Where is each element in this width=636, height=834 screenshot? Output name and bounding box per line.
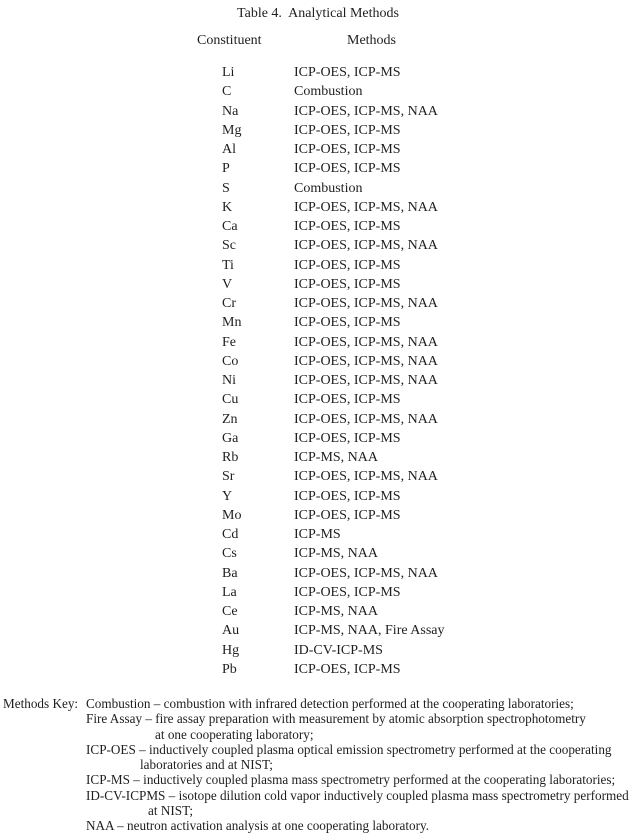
table-row	[222, 236, 622, 255]
table-title: Table 4. Analytical Methods	[237, 6, 399, 21]
constituent-cell: Sr	[222, 469, 235, 485]
table-row	[222, 313, 622, 332]
methods-cell: ICP-OES, ICP-MS	[294, 315, 401, 331]
methods-key-entry	[86, 696, 633, 711]
methods-key-line: Fire Assay – fire assay preparation with measurement by atomic absorption spectrophotometry	[86, 711, 586, 727]
constituent-cell: Ce	[222, 604, 238, 619]
constituent-cell: Rb	[222, 450, 239, 465]
table-row	[222, 641, 622, 660]
constituent-cell: La	[222, 584, 237, 600]
methods-cell: ICP-OES, ICP-MS, NAA	[294, 353, 438, 369]
methods-key-line: Combustion – combustion with infrared detection performed at the cooperating laboratories;	[86, 696, 574, 711]
methods-cell: ICP-OES, ICP-MS, NAA	[294, 565, 438, 581]
table-row	[222, 390, 622, 409]
constituent-cell: V	[222, 276, 233, 292]
methods-cell: ICP-MS, NAA	[294, 604, 379, 619]
methods-key-continuation-line: at NIST;	[148, 803, 194, 819]
constituent-cell: Fe	[222, 334, 236, 350]
methods-cell: ICP-OES, ICP-MS, NAA	[294, 238, 438, 254]
methods-key-label: Methods Key:	[3, 696, 79, 711]
methods-cell: ICP-OES, ICP-MS	[294, 122, 401, 138]
methods-cell: ICP-OES, ICP-MS, NAA	[294, 334, 438, 350]
methods-key-entry	[86, 742, 633, 773]
methods-cell: ICP-MS, NAA, Fire Assay	[294, 623, 445, 639]
table-row	[222, 621, 622, 640]
table-row	[222, 121, 622, 140]
analytical-methods-table	[222, 63, 622, 679]
methods-cell: ICP-OES, ICP-MS	[294, 661, 401, 677]
constituent-cell: C	[222, 84, 232, 100]
table-row	[222, 82, 622, 101]
methods-cell: ICP-OES, ICP-MS	[294, 392, 401, 408]
methods-cell: ICP-MS, NAA	[294, 546, 379, 562]
table-row	[222, 140, 622, 159]
constituent-cell: Ni	[222, 373, 236, 388]
table-row	[222, 525, 622, 544]
table-row	[222, 602, 622, 621]
table-row	[222, 179, 622, 198]
table-row	[222, 410, 622, 429]
constituent-cell: Cu	[222, 392, 239, 408]
constituent-cell: Zn	[222, 411, 238, 427]
methods-cell: ICP-OES, ICP-MS	[294, 430, 401, 446]
constituent-cell: Ca	[222, 219, 238, 234]
constituent-cell: Cr	[222, 296, 236, 311]
table-row	[222, 63, 622, 82]
constituent-cell: Hg	[222, 642, 240, 658]
table-row	[222, 429, 622, 448]
table-row	[222, 544, 622, 563]
constituent-cell: Mo	[222, 507, 242, 523]
table-row	[222, 294, 622, 313]
constituent-cell: P	[222, 161, 230, 177]
methods-cell: ICP-OES, ICP-MS	[294, 142, 401, 157]
methods-cell: Combustion	[294, 180, 363, 196]
methods-cell: ICP-OES, ICP-MS, NAA	[294, 469, 438, 485]
table-row	[222, 467, 622, 486]
methods-cell: ICP-OES, ICP-MS	[294, 219, 401, 234]
table-row	[222, 352, 622, 371]
constituent-cell: Cs	[222, 546, 237, 562]
methods-key-line: ICP-OES – inductively coupled plasma optical emission spectrometry performed at the cooperating	[86, 741, 612, 757]
table-row	[222, 275, 622, 294]
methods-key-entry	[86, 711, 633, 742]
methods-cell: ICP-OES, ICP-MS	[294, 161, 401, 177]
table-row	[222, 371, 622, 390]
table-row	[222, 102, 622, 121]
methods-cell: ICP-OES, ICP-MS, NAA	[294, 373, 438, 388]
methods-key	[3, 696, 633, 834]
constituent-cell: S	[222, 180, 230, 196]
methods-key-entries	[86, 696, 633, 834]
methods-key-entry	[86, 788, 633, 819]
table-row	[222, 256, 622, 275]
methods-key-line: ID-CV-ICPMS – isotope dilution cold vapor inductively coupled plasma mass spectrometry performed	[86, 787, 629, 803]
methods-cell: ICP-MS, NAA	[294, 450, 379, 465]
methods-cell: ICP-OES, ICP-MS, NAA	[294, 103, 438, 119]
constituent-cell: Mg	[222, 122, 242, 138]
methods-cell: ICP-OES, ICP-MS, NAA	[294, 199, 438, 215]
constituent-cell: Cd	[222, 527, 239, 542]
methods-key-continuation-line: at one cooperating laboratory;	[155, 726, 314, 742]
table-row	[222, 660, 622, 679]
methods-cell: ICP-OES, ICP-MS	[294, 65, 401, 80]
methods-key-line: NAA – neutron activation analysis at one cooperating laboratory.	[86, 818, 430, 834]
constituent-cell: Na	[222, 103, 239, 119]
constituent-cell: Ba	[222, 565, 238, 581]
methods-key-entry	[86, 772, 633, 787]
constituent-cell: Y	[222, 488, 233, 504]
methods-cell: Combustion	[294, 84, 363, 100]
methods-cell: ID-CV-ICP-MS	[294, 642, 383, 658]
methods-cell: ICP-OES, ICP-MS	[294, 276, 401, 292]
constituent-cell: Li	[222, 65, 235, 80]
methods-cell: ICP-OES, ICP-MS	[294, 257, 401, 273]
table-row	[222, 564, 622, 583]
table-row	[222, 506, 622, 525]
table-row	[222, 159, 622, 178]
methods-cell: ICP-OES, ICP-MS	[294, 584, 401, 600]
methods-cell: ICP-OES, ICP-MS, NAA	[294, 411, 438, 427]
table-row	[222, 333, 622, 352]
constituent-cell: Pb	[222, 661, 237, 677]
table-row	[222, 217, 622, 236]
constituent-cell: Ga	[222, 430, 239, 446]
constituent-cell: Co	[222, 353, 239, 369]
methods-cell: ICP-OES, ICP-MS	[294, 488, 401, 504]
column-header-constituent: Constituent	[197, 33, 262, 48]
constituent-cell: Ti	[222, 257, 234, 273]
methods-cell: ICP-OES, ICP-MS, NAA	[294, 296, 438, 311]
table-row	[222, 583, 622, 602]
methods-key-continuation-line: laboratories and at NIST;	[140, 757, 273, 773]
constituent-cell: Mn	[222, 315, 242, 331]
methods-cell: ICP-MS	[294, 527, 341, 542]
table-row	[222, 487, 622, 506]
methods-cell: ICP-OES, ICP-MS	[294, 507, 401, 523]
table-row	[222, 448, 622, 467]
methods-key-line: ICP-MS – inductively coupled plasma mass spectrometry performed at the cooperating laboratories;	[86, 772, 616, 788]
constituent-cell: Sc	[222, 238, 236, 254]
column-header-methods: Methods	[347, 33, 396, 48]
constituent-cell: Al	[222, 142, 236, 157]
constituent-cell: Au	[222, 623, 240, 639]
methods-key-entry	[86, 818, 633, 833]
table-row	[222, 198, 622, 217]
constituent-cell: K	[222, 199, 233, 215]
